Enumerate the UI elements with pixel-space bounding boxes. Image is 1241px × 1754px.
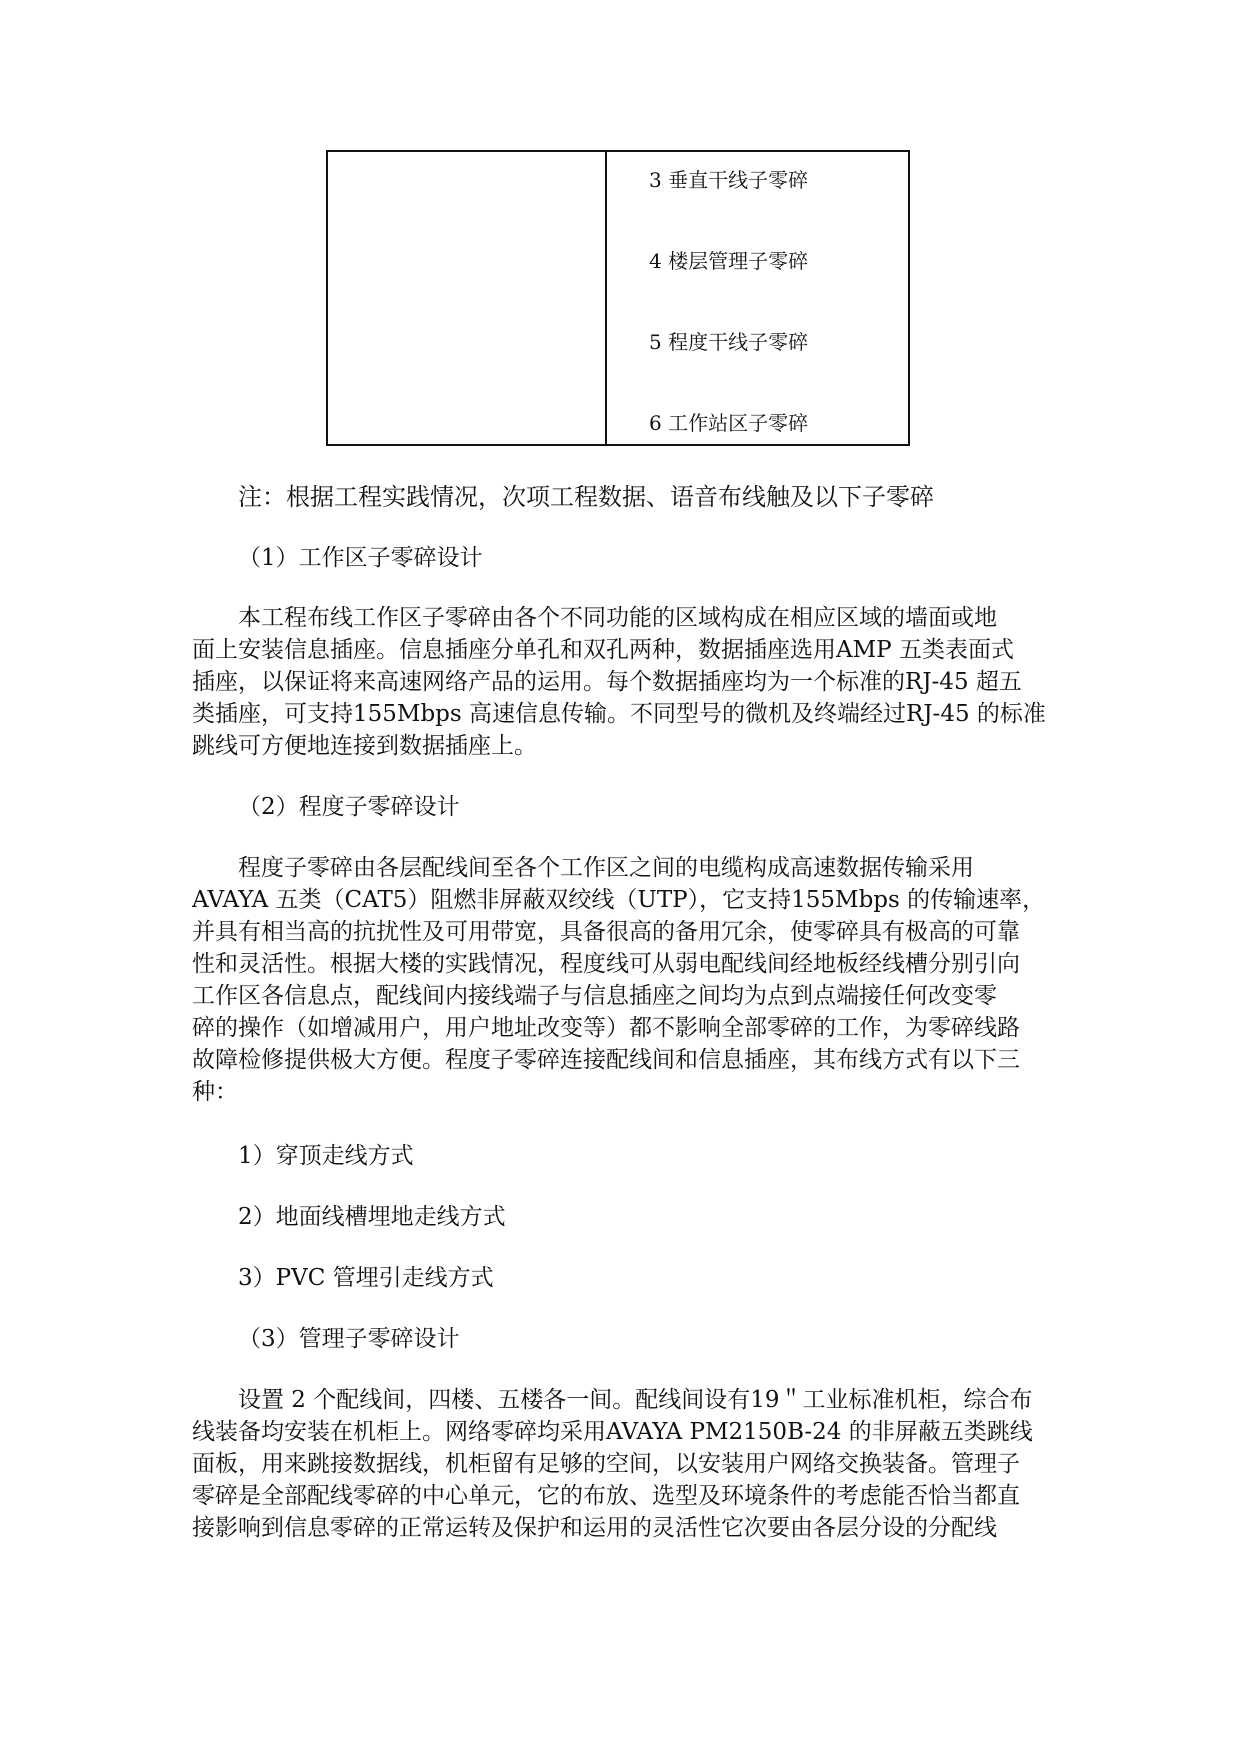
section-body-3 — [192, 1384, 1050, 1544]
list-item: 2）地面线槽埋地走线方式 — [238, 1204, 506, 1230]
table-right-cell — [607, 152, 908, 444]
body-line: 跳线可方便地连接到数据插座上。 — [192, 733, 537, 759]
body-line: 并具有相当高的抗扰性及可用带宽，具备很高的备用冗余，使零碎具有极高的可靠 — [192, 919, 1020, 945]
body-line: 接影响到信息零碎的正常运转及保护和运用的灵活性它次要由各层分设的分配线 — [192, 1515, 997, 1541]
table-item: 6 工作站区子零碎 — [649, 411, 809, 435]
body-line: 性和灵活性。根据大楼的实践情况，程度线可从弱电配线间经地板经线槽分别引向 — [192, 951, 1020, 977]
body-line: 零碎是全部配线零碎的中心单元，它的布放、选型及环境条件的考虑能否恰当都直 — [192, 1483, 1020, 1509]
body-line: 种： — [192, 1079, 238, 1105]
section-body-1 — [192, 602, 1050, 762]
body-line: 类插座，可支持155Mbps 高速信息传输。不同型号的微机及终端经过RJ-45 的标准 — [192, 701, 1046, 727]
body-line: 工作区各信息点，配线间内接线端子与信息插座之间均为点到点端接任何改变零 — [192, 983, 997, 1009]
section-heading-2: （2）程度子零碎设计 — [238, 794, 460, 820]
table-item: 3 垂直干线子零碎 — [649, 168, 809, 192]
body-line: 故障检修提供极大方便。程度子零碎连接配线间和信息插座，其布线方式有以下三 — [192, 1047, 1020, 1073]
list-item: 1）穿顶走线方式 — [238, 1143, 414, 1169]
body-line: 本工程布线工作区子零碎由各个不同功能的区域构成在相应区域的墙面或地 — [192, 605, 997, 631]
body-line: 碎的操作（如增减用户，用户地址改变等）都不影响全部零碎的工作，为零碎线路 — [192, 1015, 1020, 1041]
body-line: 面板，用来跳接数据线，机柜留有足够的空间，以安装用户网络交换装备。管理子 — [192, 1451, 1020, 1477]
body-line: 程度子零碎由各层配线间至各个工作区之间的电缆构成高速数据传输采用 — [192, 855, 974, 881]
section-heading-3: （3）管理子零碎设计 — [238, 1326, 460, 1352]
list-item: 3）PVC 管埋引走线方式 — [238, 1265, 494, 1291]
body-line: AVAYA 五类（CAT5）阻燃非屏蔽双绞线（UTP），它支持155Mbps 的传输速率， — [192, 887, 1046, 913]
body-line: 线装备均安装在机柜上。网络零碎均采用AVAYA PM2150B-24 的非屏蔽五类跳线 — [192, 1419, 1033, 1445]
body-line: 设置 2 个配线间，四楼、五楼各一间。配线间设有19＂工业标准机柜，综合布 — [192, 1387, 1033, 1413]
table-item: 4 楼层管理子零碎 — [649, 249, 809, 273]
body-line: 插座，以保证将来高速网络产品的运用。每个数据插座均为一个标准的RJ-45 超五 — [192, 669, 1022, 695]
note-text: 注：根据工程实践情况，次项工程数据、语音布线触及以下子零碎 — [238, 483, 934, 511]
table-item: 5 程度干线子零碎 — [649, 330, 809, 354]
subsystem-table — [326, 150, 910, 446]
table-left-cell — [328, 152, 607, 444]
body-line: 面上安装信息插座。信息插座分单孔和双孔两种，数据插座选用AMP 五类表面式 — [192, 637, 1014, 663]
section-heading-1: （1）工作区子零碎设计 — [238, 545, 483, 571]
section-body-2 — [192, 852, 1050, 1108]
